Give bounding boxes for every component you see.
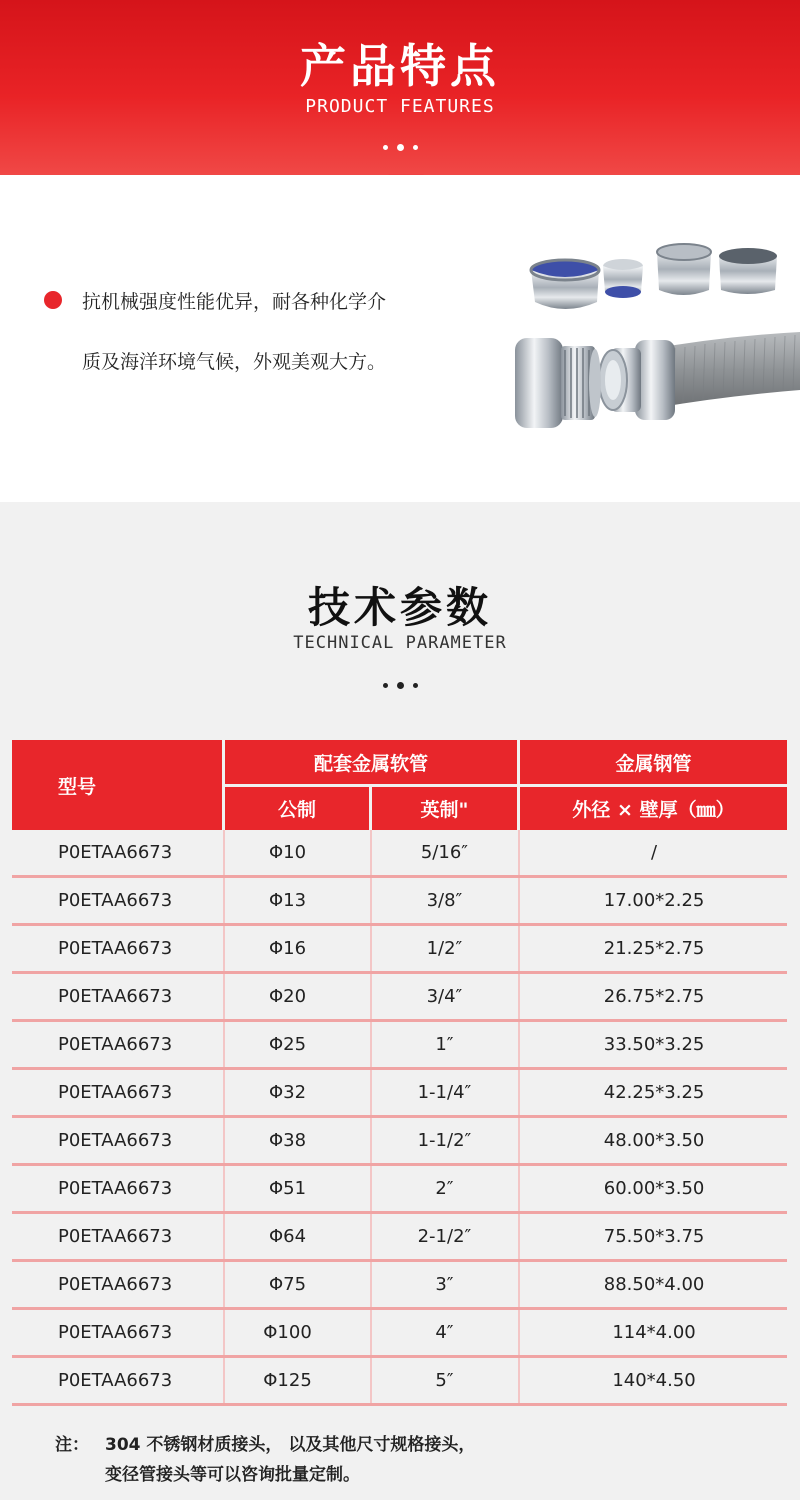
column-divider xyxy=(370,926,372,971)
feature-section xyxy=(0,175,800,502)
column-divider xyxy=(370,1310,372,1355)
cell-imperial: 3/4″ xyxy=(426,986,463,1007)
header-od: 外径 × 壁厚（㎜） xyxy=(520,787,787,830)
cell-metric: Φ13 xyxy=(268,890,307,911)
header-imperial: 英制" xyxy=(372,787,517,830)
column-divider xyxy=(370,1070,372,1115)
column-divider xyxy=(223,878,225,923)
header-metric: 公制 xyxy=(225,787,369,830)
cell-imperial: 1″ xyxy=(435,1034,454,1055)
column-divider xyxy=(223,1022,225,1067)
header-steel: 金属钢管 xyxy=(520,740,787,784)
cell-imperial: 1-1/4″ xyxy=(417,1082,472,1103)
cell-imperial: 5/16″ xyxy=(420,842,469,863)
feature-text-line-2: 质及海洋环境气候，外观美观大方。 xyxy=(82,351,387,373)
column-divider xyxy=(223,1118,225,1163)
cell-od: 48.00*3.50 xyxy=(603,1130,705,1151)
column-divider xyxy=(370,974,372,1019)
cell-metric: Φ64 xyxy=(268,1226,307,1247)
note-line-1 xyxy=(55,1430,475,1455)
cell-imperial: 2″ xyxy=(435,1178,454,1199)
dots-decoration xyxy=(0,680,800,690)
column-divider xyxy=(223,926,225,971)
table-row xyxy=(12,1358,787,1406)
cell-model: P0ETAA6673 xyxy=(58,1178,173,1199)
table-header xyxy=(12,740,787,830)
table-row xyxy=(12,926,787,974)
column-divider xyxy=(370,1166,372,1211)
cell-imperial: 1-1/2″ xyxy=(417,1130,472,1151)
header-hose: 配套金属软管 xyxy=(225,740,517,784)
column-divider xyxy=(518,1166,520,1211)
cell-imperial: 2-1/2″ xyxy=(417,1226,472,1247)
column-divider xyxy=(518,974,520,1019)
cell-metric: Φ25 xyxy=(268,1034,307,1055)
bullet-icon xyxy=(44,291,62,309)
table-row xyxy=(12,1166,787,1214)
column-divider xyxy=(518,1022,520,1067)
column-divider xyxy=(223,1358,225,1403)
cell-model: P0ETAA6673 xyxy=(58,1274,173,1295)
column-divider xyxy=(518,830,520,875)
note-label: 注： xyxy=(55,1435,89,1455)
tech-title: 技术参数 xyxy=(307,583,492,632)
column-divider xyxy=(518,926,520,971)
cell-model: P0ETAA6673 xyxy=(58,842,173,863)
column-divider xyxy=(370,1214,372,1259)
cell-metric: Φ100 xyxy=(263,1322,312,1343)
cell-od: 75.50*3.75 xyxy=(603,1226,705,1247)
cell-metric: Φ16 xyxy=(268,938,307,959)
cell-imperial: 3/8″ xyxy=(426,890,463,911)
cell-model: P0ETAA6673 xyxy=(58,986,173,1007)
column-divider xyxy=(370,1262,372,1307)
cell-model: P0ETAA6673 xyxy=(58,1370,173,1391)
spec-table xyxy=(12,740,787,1406)
cell-od: / xyxy=(651,842,658,863)
cell-od: 42.25*3.25 xyxy=(603,1082,705,1103)
section-title: 产品特点 xyxy=(300,39,500,93)
cell-model: P0ETAA6673 xyxy=(58,890,173,911)
cell-od: 140*4.50 xyxy=(612,1370,696,1391)
cell-imperial: 1/2″ xyxy=(426,938,463,959)
table-row xyxy=(12,878,787,926)
cell-imperial: 5″ xyxy=(435,1370,454,1391)
table-row xyxy=(12,1262,787,1310)
cell-metric: Φ125 xyxy=(263,1370,312,1391)
column-divider xyxy=(223,974,225,1019)
column-divider xyxy=(518,878,520,923)
cell-od: 21.25*2.75 xyxy=(603,938,705,959)
table-row xyxy=(12,1022,787,1070)
column-divider xyxy=(518,1262,520,1307)
cell-imperial: 4″ xyxy=(435,1322,454,1343)
cell-metric: Φ10 xyxy=(268,842,307,863)
cell-od: 88.50*4.00 xyxy=(603,1274,705,1295)
section-subtitle: PRODUCT FEATURES xyxy=(305,96,495,117)
table-body xyxy=(12,830,787,1406)
column-divider xyxy=(518,1214,520,1259)
column-divider xyxy=(370,1358,372,1403)
cell-model: P0ETAA6673 xyxy=(58,1034,173,1055)
cell-model: P0ETAA6673 xyxy=(58,1130,173,1151)
header-banner xyxy=(0,0,800,175)
cell-metric: Φ20 xyxy=(268,986,307,1007)
table-row xyxy=(12,1214,787,1262)
column-divider xyxy=(518,1070,520,1115)
cell-model: P0ETAA6673 xyxy=(58,1082,173,1103)
cell-imperial: 3″ xyxy=(435,1274,454,1295)
table-row xyxy=(12,974,787,1022)
header-model: 型号 xyxy=(12,740,222,830)
column-divider xyxy=(370,878,372,923)
cell-od: 114*4.00 xyxy=(612,1322,696,1343)
cell-od: 17.00*2.25 xyxy=(603,890,705,911)
column-divider xyxy=(223,1070,225,1115)
cell-model: P0ETAA6673 xyxy=(58,938,173,959)
tech-subtitle: TECHNICAL PARAMETER xyxy=(293,633,507,653)
column-divider xyxy=(223,1214,225,1259)
column-divider xyxy=(223,830,225,875)
cell-metric: Φ51 xyxy=(268,1178,307,1199)
note-text-1: 304 不锈钢材质接头， 以及其他尺寸规格接头， xyxy=(105,1435,476,1455)
cell-metric: Φ32 xyxy=(268,1082,307,1103)
cell-od: 33.50*3.25 xyxy=(603,1034,705,1055)
feature-text-line-1: 抗机械强度性能优异，耐各种化学介 xyxy=(82,291,387,313)
column-divider xyxy=(518,1310,520,1355)
column-divider xyxy=(518,1118,520,1163)
cell-model: P0ETAA6673 xyxy=(58,1226,173,1247)
cell-metric: Φ38 xyxy=(268,1130,307,1151)
column-divider xyxy=(223,1262,225,1307)
column-divider xyxy=(223,1166,225,1211)
cell-model: P0ETAA6673 xyxy=(58,1322,173,1343)
table-row xyxy=(12,1070,787,1118)
cell-od: 60.00*3.50 xyxy=(603,1178,705,1199)
cell-metric: Φ75 xyxy=(268,1274,307,1295)
table-row xyxy=(12,1310,787,1358)
column-divider xyxy=(223,1310,225,1355)
column-divider xyxy=(370,830,372,875)
table-row xyxy=(12,830,787,878)
column-divider xyxy=(370,1022,372,1067)
dots-decoration xyxy=(0,142,800,152)
column-divider xyxy=(518,1358,520,1403)
note-text-2: 变径管接头等可以咨询批量定制。 xyxy=(105,1465,360,1485)
table-row xyxy=(12,1118,787,1166)
conduit-fittings-photo xyxy=(505,240,800,440)
column-divider xyxy=(370,1118,372,1163)
cell-od: 26.75*2.75 xyxy=(603,986,705,1007)
